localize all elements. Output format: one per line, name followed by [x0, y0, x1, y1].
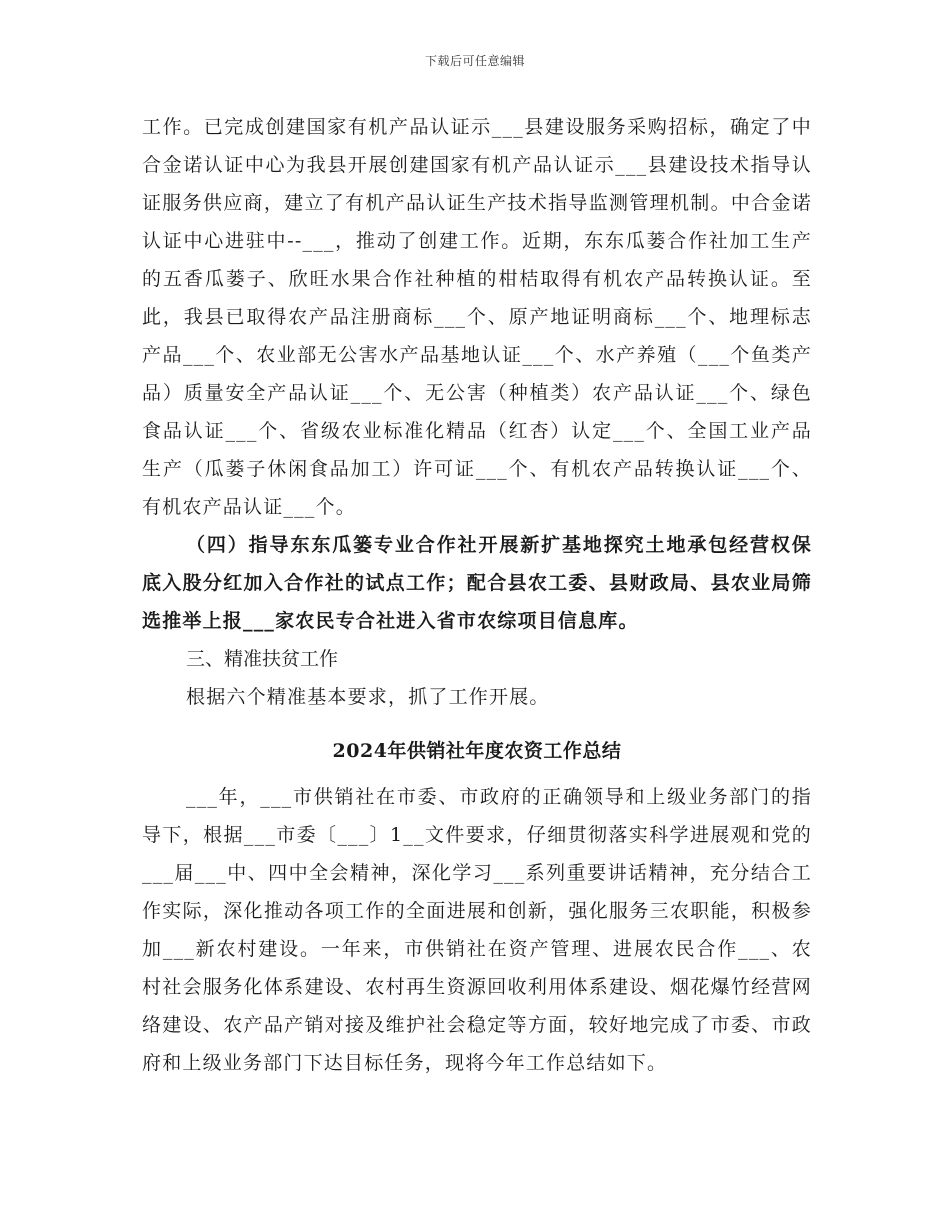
page-header-note: 下载后可任意编辑 — [424, 54, 525, 68]
document-body — [142, 108, 812, 1082]
paragraph-poverty: 根据六个精准基本要求，抓了工作开展。 — [186, 686, 550, 708]
article-title: 2024年供销社年度农资工作总结 — [332, 740, 622, 762]
section-heading-poverty: 三、精准扶贫工作 — [186, 648, 339, 670]
paragraph-summary: ___年，___市供销社在市委、市政府的正确领导和上级业务部门的指导下，根据___市委〔___〕1__文件要求，仔细贯彻落实科学进展观和党的___届___中、四中全会精神，深化学习___系列重要讲话精神，充分结合工作实际，深化推动各项工作的全面进展和创新，强化服务三农职能，积极参加___新农村建设。一年来，市供销社在资产管理、进展农民合作___、农村社会服务化体系建设、农村再生资源回收利用体系建设、烟花爆竹经营网络建设、农产品产销对接及维护社会稳定等方面，较好地完成了市委、市政府和上级业务部门下达目标任务，现将今年工作总结如下。 — [142, 786, 812, 1074]
paragraph-section-four: （四）指导东东瓜篓专业合作社开展新扩基地探究土地承包经营权保底入股分红加入合作社的试点工作；配合县农工委、县财政局、县农业局筛选推举上报___家农民专合社进入省市农综项目信息库。 — [142, 534, 812, 632]
paragraph-certification: 工作。已完成创建国家有机产品认证示___县建设服务采购招标，确定了中合金诺认证中心为我县开展创建国家有机产品认证示___县建设技术指导认证服务供应商，建立了有机产品认证生产技术指导监测管理机制。中合金诺认证中心进驻中--___，推动了创建工作。近期，东东瓜蒌合作社加工生产的五香瓜蒌子、欣旺水果合作社种植的柑桔取得有机农产品转换认证。至此，我县已取得农产品注册商标___个、原产地证明商标___个、地理标志产品___个、农业部无公害水产品基地认证___个、水产养殖（___个鱼类产品）质量安全产品认证___个、无公害（种植类）农产品认证___个、绿色食品认证___个、省级农业标准化精品（红杏）认定___个、全国工业产品生产（瓜蒌子休闲食品加工）许可证___个、有机农产品转换认证___个、有机农产品认证___个。 — [142, 116, 812, 518]
